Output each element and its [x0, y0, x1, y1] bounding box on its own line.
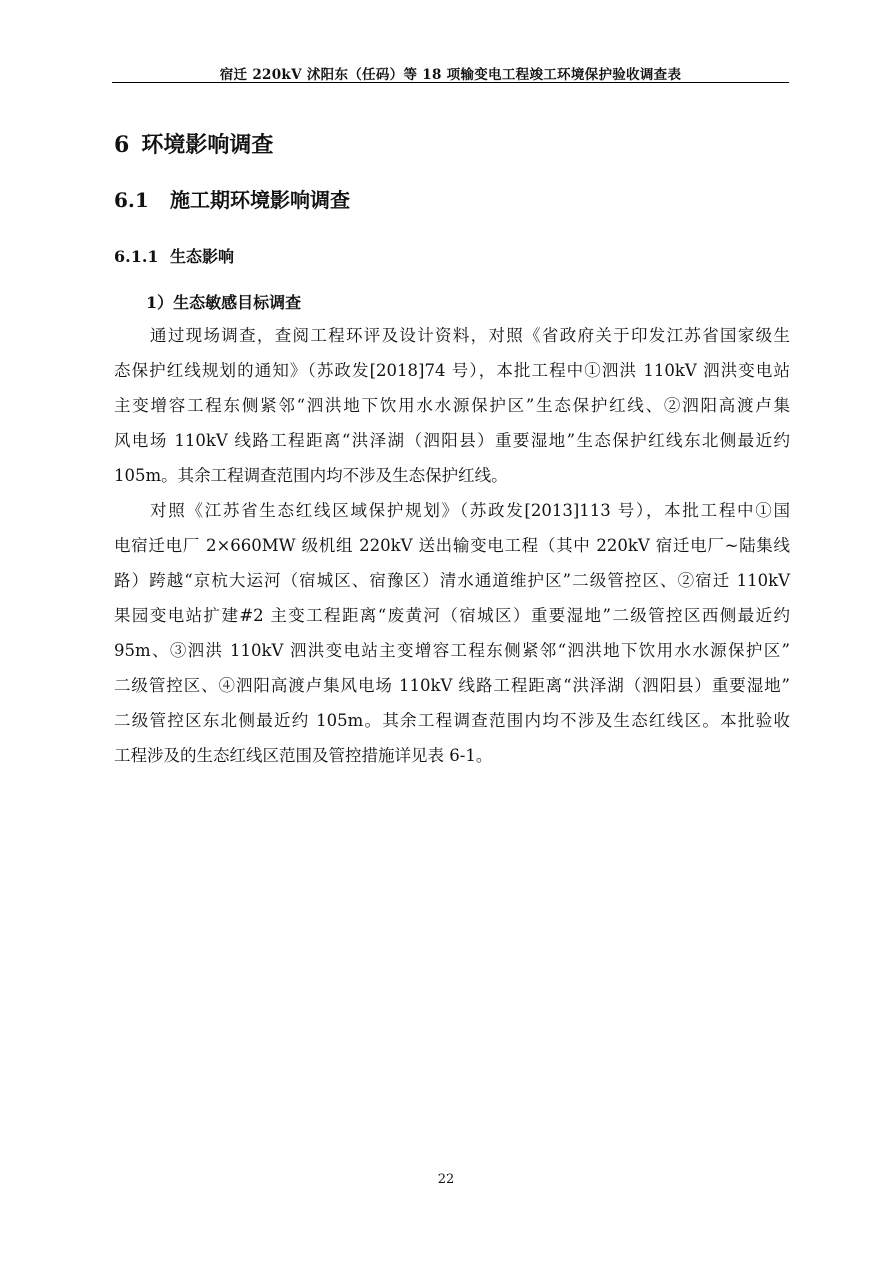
section-heading — [114, 128, 273, 159]
paragraph-line: 主变增容工程东侧紧邻“泗洪地下饮用水水源保护区”生态保护红线、②泗阳高渡卢集 — [114, 396, 790, 415]
paragraph-line: 通过现场调查，查阅工程环评及设计资料，对照《省政府关于印发江苏省国家级生 — [150, 326, 790, 345]
paragraph-line: 对照《江苏省生态红线区域保护规划》（苏政发[2013]113 号），本批工程中①国 — [150, 501, 790, 520]
running-header: 宿迁 220kV 沭阳东（任码）等 18 项输变电工程竣工环境保护验收调查表 — [219, 67, 682, 83]
subsubsection-title: 生态影响 — [170, 247, 235, 266]
paragraph-line: 风电场 110kV 线路工程距离“洪泽湖（泗阳县）重要湿地”生态保护红线东北侧最近约 — [114, 431, 790, 450]
paragraph-line: 95m、③泗洪 110kV 泗洪变电站主变增容工程东侧紧邻“泗洪地下饮用水水源保护区” — [114, 641, 790, 660]
paragraph-line: 态保护红线规划的通知》（苏政发[2018]74 号），本批工程中①泗洪 110kV 泗洪变电站 — [114, 361, 790, 380]
subsection-number: 6.1 — [114, 188, 149, 212]
page-number: 22 — [437, 1172, 455, 1187]
subsubsection-number: 6.1.1 — [114, 247, 159, 266]
paragraph-line: 105m。其余工程调查范围内均不涉及生态保护红线。 — [114, 466, 508, 485]
paragraph-line: 路）跨越“京杭大运河（宿城区、宿豫区）清水通道维护区”二级管控区、②宿迁 110kV — [114, 571, 790, 590]
paragraph-line: 电宿迁电厂 2×660MW 级机组 220kV 送出输变电工程（其中 220kV 宿迁电厂~陆集线 — [114, 536, 790, 555]
item-heading: 1）生态敏感目标调查 — [146, 293, 302, 312]
paragraph-line: 二级管控区、④泗阳高渡卢集风电场 110kV 线路工程距离“洪泽湖（泗阳县）重要湿地” — [114, 676, 790, 695]
header-rule — [112, 82, 789, 83]
paragraph-1 — [114, 318, 790, 493]
section-number: 6 — [114, 132, 130, 158]
section-title: 环境影响调查 — [141, 132, 274, 158]
subsection-title: 施工期环境影响调查 — [170, 188, 350, 212]
paragraph-line: 二级管控区东北侧最近约 105m。其余工程调查范围内均不涉及生态红线区。本批验收 — [114, 711, 790, 730]
subsection-heading — [114, 184, 350, 213]
paragraph-line: 工程涉及的生态红线区范围及管控措施详见表 6-1。 — [114, 746, 493, 765]
paragraph-line: 果园变电站扩建#2 主变工程距离“废黄河（宿城区）重要湿地”二级管控区西侧最近约 — [114, 606, 790, 625]
subsubsection-heading — [114, 244, 234, 267]
paragraph-2 — [114, 493, 790, 773]
